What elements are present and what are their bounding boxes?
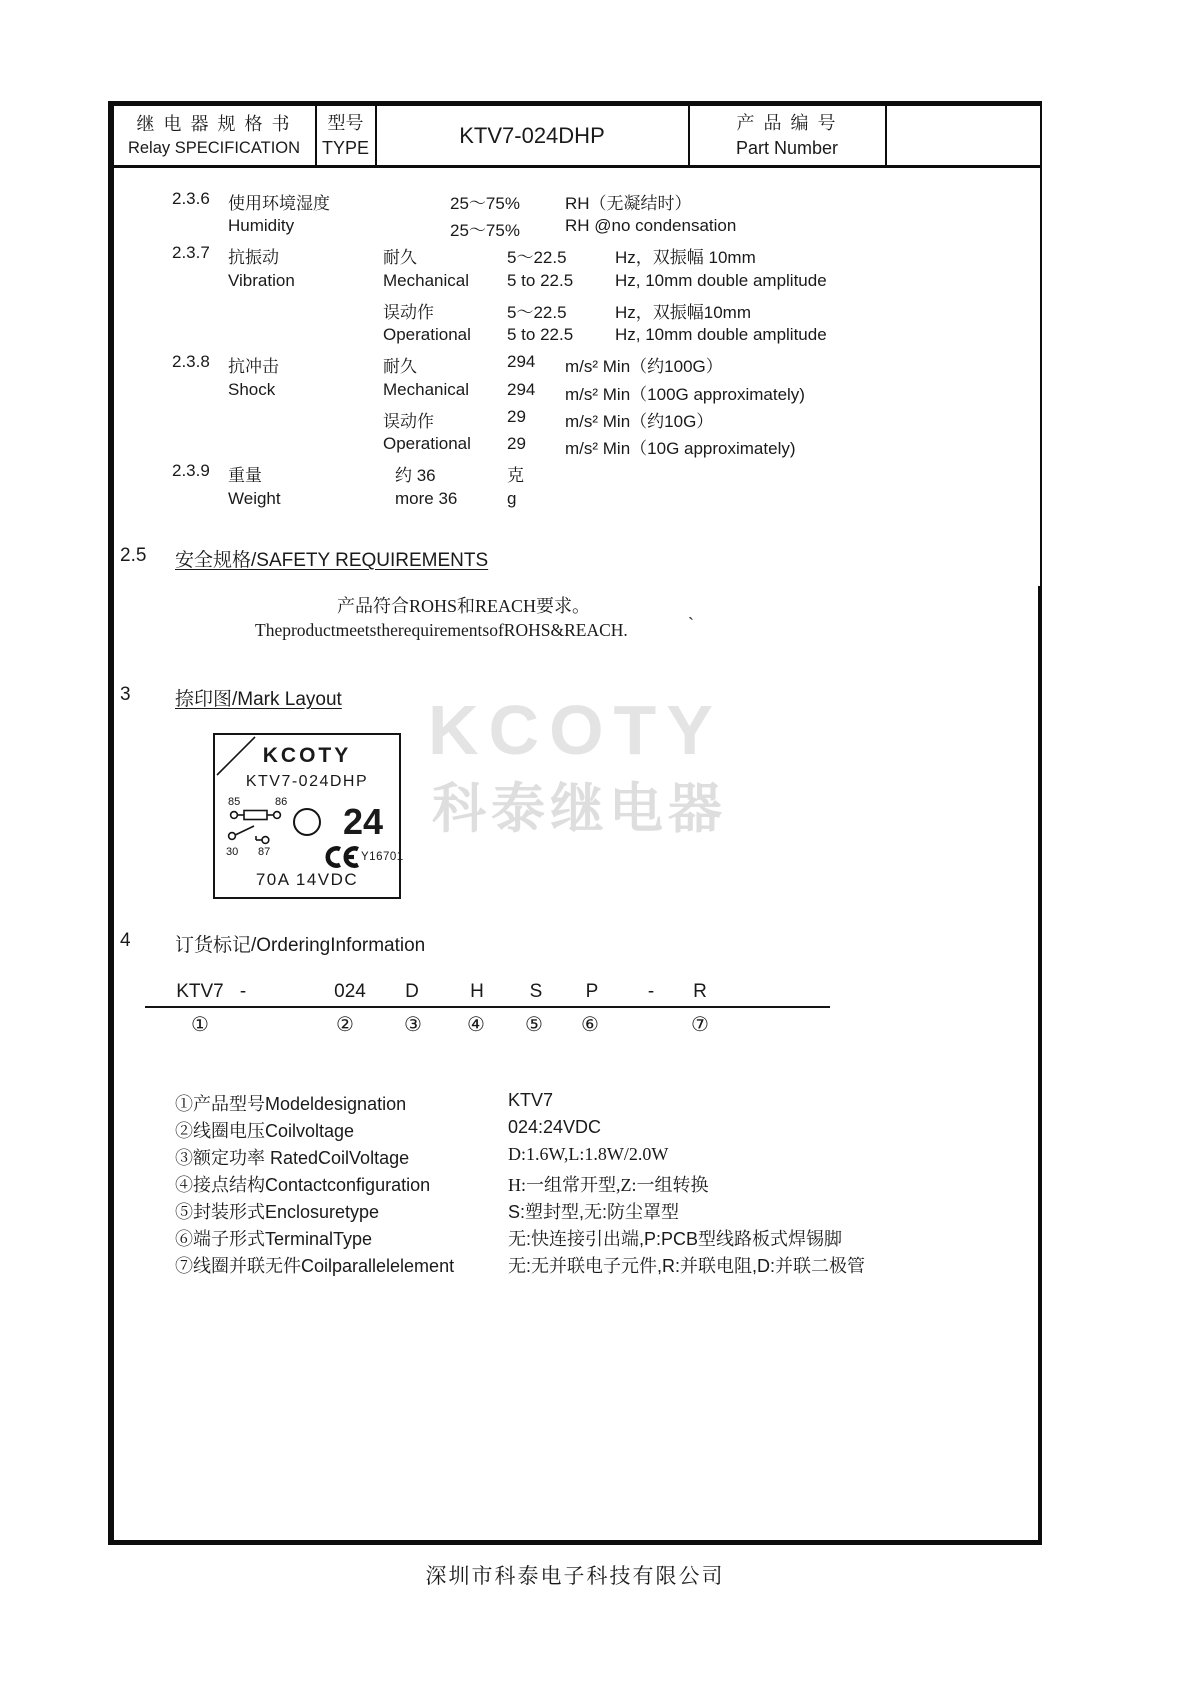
spec-row (0, 352, 1040, 378)
pin-30-label: 30 (226, 846, 239, 858)
spec-label: Humidity (228, 216, 295, 235)
spec-label: Shock (228, 380, 276, 399)
spec-desc: 克 (507, 466, 524, 485)
spec-num: 2.3.8 (172, 352, 210, 371)
spec-value: 25～75% (450, 194, 520, 213)
spec-value: 294 (507, 352, 536, 371)
order-position-marker: ⑦ (691, 1014, 709, 1036)
spec-label: 抗冲击 (228, 357, 279, 376)
ordering-item-label: ⑥端子形式TerminalType (175, 1229, 373, 1249)
pin-87-label: 87 (258, 846, 271, 858)
spec-sub: Mechanical (383, 271, 469, 290)
ordering-item (0, 1252, 1040, 1278)
order-code-token: D (405, 981, 419, 1002)
spec-row (0, 271, 1040, 297)
ordering-item (0, 1198, 1040, 1224)
spec-desc: m/s² Min（约10G） (565, 412, 714, 431)
box-border-bottom (108, 1540, 1042, 1545)
ordering-item-label: ①产品型号Modeldesignation (175, 1094, 407, 1114)
section-title-ordering: 订货标记/OrderingInformation (175, 935, 426, 956)
spec-desc: RH @no condensation (565, 216, 737, 235)
spec-label: 使用环境湿度 (228, 194, 330, 213)
spec-label: Vibration (228, 271, 295, 290)
spec-sub: Operational (383, 434, 471, 453)
ordering-item-value: S:塑封型,无:防尘罩型 (508, 1202, 680, 1222)
spec-row (0, 489, 1040, 515)
spec-label: 重量 (228, 466, 262, 485)
spec-row (0, 407, 1040, 433)
spec-desc: Hz, 10mm double amplitude (615, 271, 827, 290)
spec-desc: g (507, 489, 517, 508)
spec-value: 5 to 22.5 (507, 271, 574, 290)
part-number-label-en: Part Number (735, 137, 839, 158)
order-code-token: P (585, 981, 599, 1002)
brand-watermark-cn-text: 科泰继电器 (432, 779, 727, 839)
pin-86-label: 86 (275, 796, 288, 808)
order-position-marker: ⑥ (581, 1014, 599, 1036)
spec-value: 294 (507, 380, 536, 399)
spec-sub: 误动作 (383, 412, 434, 431)
order-code-token: 024 (334, 981, 366, 1002)
spec-sub: Operational (383, 325, 471, 344)
type-label-cn: 型号 (327, 113, 364, 134)
spec-value: 5～22.5 (507, 303, 567, 322)
ordering-item-label: ⑦线圈并联无件Coilparallelelement (175, 1256, 455, 1276)
ordering-item (0, 1117, 1040, 1143)
spec-row (0, 216, 1040, 242)
ordering-item-label: ⑤封装形式Enclosuretype (175, 1202, 380, 1222)
header-table-bottom-line (108, 165, 1042, 168)
order-code-token: - (239, 981, 247, 1002)
ordering-item-value: 无:快连接引出端,P:PCB型线路板式焊锡脚 (508, 1229, 843, 1249)
date-code-ring-icon (293, 808, 321, 836)
model-number: KTV7-024DHP (459, 122, 605, 148)
spec-value: 29 (507, 407, 526, 426)
ordering-item-value: D:1.6W,L:1.8W/2.0W (508, 1144, 669, 1164)
header-cell-type (317, 106, 374, 165)
spec-sub: 误动作 (383, 303, 434, 322)
label-model-number: KTV7-024DHP (245, 773, 369, 790)
type-label-en: TYPE (321, 137, 369, 158)
spec-label: 抗振动 (228, 248, 279, 267)
order-code-token: KTV7 (176, 981, 224, 1002)
spec-sub: 耐久 (383, 357, 417, 376)
spec-desc: Hz，双振幅 10mm (615, 248, 756, 267)
box-border-right-lower (1038, 586, 1042, 1545)
order-code-token: S (529, 981, 543, 1002)
spec-desc: m/s² Min（100G approximately) (565, 385, 805, 404)
ordering-item-value: KTV7 (508, 1090, 554, 1110)
spec-value: 25～75% (450, 221, 520, 240)
spec-row (0, 325, 1040, 351)
spec-num: 2.3.6 (172, 189, 210, 208)
spec-sub: Mechanical (383, 380, 469, 399)
certification-code: Y16701 (361, 851, 404, 863)
safety-statement-en: TheproductmeetstherequirementsofROHS&REACH. (255, 620, 628, 640)
order-position-marker: ① (191, 1014, 209, 1036)
spec-sub: 耐久 (383, 248, 417, 267)
safety-statement-cn: 产品符合ROHS和REACH要求。 (337, 596, 591, 616)
section-title-mark-layout: 捺印图/Mark Layout (175, 689, 342, 710)
brand-logo-text: KCOTY (262, 744, 352, 767)
spec-row (0, 434, 1040, 460)
ordering-item-label: ③额定功率 RatedCoilVoltage (175, 1148, 410, 1168)
section-number-safety: 2.5 (120, 545, 147, 566)
spec-value: more 36 (395, 489, 458, 508)
order-position-marker: ⑤ (525, 1014, 543, 1036)
header-cell-part-number-value (887, 106, 1040, 165)
spec-row (0, 380, 1040, 406)
order-code-token: H (470, 981, 484, 1002)
section-number-mark-layout: 3 (120, 684, 131, 705)
ordering-item-value: H:一组常开型,Z:一组转换 (508, 1175, 709, 1195)
spec-row (0, 189, 1040, 215)
ordering-item-label: ④接点结构Contactconfiguration (175, 1175, 431, 1195)
ordering-item-value: 024:24VDC (508, 1117, 602, 1137)
order-position-marker: ③ (404, 1014, 422, 1036)
order-position-marker: ② (336, 1014, 354, 1036)
ordering-item (0, 1090, 1040, 1116)
spec-title-en: Relay SPECIFICATION (127, 138, 301, 157)
relay-mark-label (213, 733, 404, 899)
section-title-safety: 安全规格/SAFETY REQUIREMENTS (175, 550, 489, 571)
ordering-item (0, 1171, 1040, 1197)
ordering-item-label: ②线圈电压Coilvoltage (175, 1121, 355, 1141)
coil-voltage-code: 24 (342, 801, 384, 842)
ordering-item (0, 1225, 1040, 1251)
ordering-item-value: 无:无并联电子元件,R:并联电阻,D:并联二极管 (508, 1256, 866, 1276)
brand-watermark-text: KCOTY (428, 691, 723, 769)
spec-desc: Hz，双振幅10mm (615, 303, 752, 322)
spec-value: 约 36 (395, 466, 436, 485)
spec-row (0, 461, 1040, 487)
order-code-token: - (647, 981, 655, 1002)
spec-num: 2.3.7 (172, 243, 210, 262)
spec-label: Weight (228, 489, 281, 508)
spec-title-cn: 继 电 器 规 格 书 (136, 114, 292, 135)
header-cell-model (377, 106, 687, 165)
order-position-marker: ④ (467, 1014, 485, 1036)
pin-85-label: 85 (228, 796, 241, 808)
spec-value: 5～22.5 (507, 248, 567, 267)
spec-row (0, 298, 1040, 324)
spec-desc: m/s² Min（约100G） (565, 357, 723, 376)
order-code-token: R (693, 981, 707, 1002)
spec-value: 29 (507, 434, 526, 453)
box-border-right-upper (1040, 101, 1042, 586)
part-number-label-cn: 产 品 编 号 (736, 113, 838, 134)
contact-rating: 70A 14VDC (255, 870, 359, 889)
order-code-underline (145, 1006, 830, 1008)
spec-desc: RH（无凝结时） (565, 194, 692, 213)
ordering-item (0, 1144, 1040, 1170)
spec-num: 2.3.9 (172, 461, 210, 480)
header-cell-part-number (690, 106, 884, 165)
section-number-ordering: 4 (120, 930, 131, 951)
company-name: 深圳市科泰电子科技有限公司 (425, 1565, 725, 1588)
ce-mark-icon (325, 845, 361, 869)
spec-desc: Hz, 10mm double amplitude (615, 325, 827, 344)
spec-desc: m/s² Min（10G approximately) (565, 439, 796, 458)
spec-value: 5 to 22.5 (507, 325, 574, 344)
header-cell-spec-title (114, 106, 314, 165)
spec-row (0, 243, 1040, 269)
stray-tick-mark: ` (688, 614, 694, 634)
